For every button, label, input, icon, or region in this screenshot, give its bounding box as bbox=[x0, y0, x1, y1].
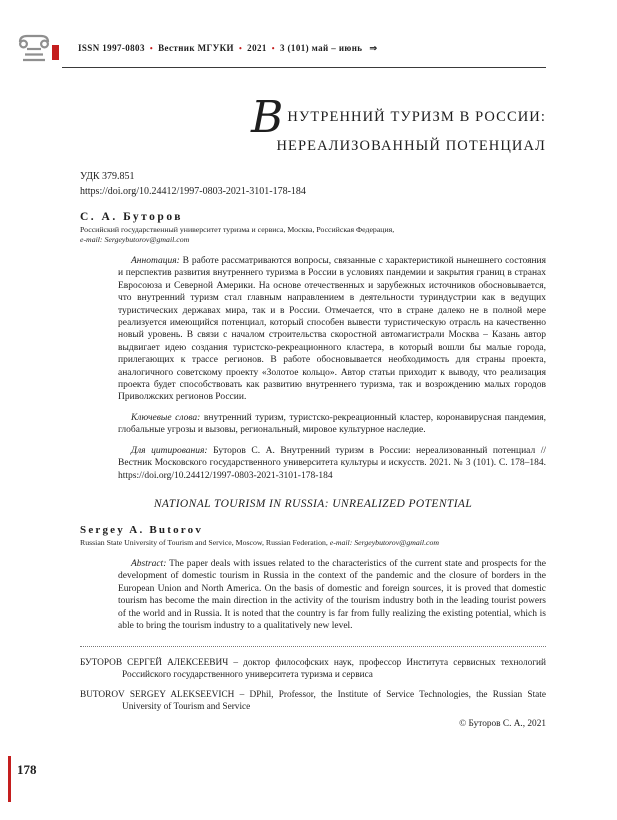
abstract-ru-text: В работе рассматриваются вопросы, связанные с характеристикой нынешнего состояния и перспектив развития внутреннего туризма в России в условиях пандемии и закрытия границ в странах Евросоюза и Северной Америки. На основе отечественных и зарубежных источников обосновывается, что внутренний туризм стал главным направлением в деятельности туриндустрии как в ведущих туристических державах мира, так и в России. Отмечается, что в стране далеко не в полной мере реализуется имеющийся потенциал, который способен вывести туристическую отрасль на качественно новый уровень. В связи с началом строительства скоростной автомагистрали Москва – Казань автор выдвигает идею создания туристско-рекреационного кластера, в который вошли бы малые города, прилегающих к трассе регионов. В работе обосновывается необходимость для страны проекта, аналогичного советскому проекту «Золотое кольцо». Автор статьи приходит к выводу, что реализация проекта будет способствовать как развитию внутреннего туризма, так и возрождению малых городов Приволжских регионов России. bbox=[118, 256, 547, 403]
author-name-ru: С. А. Буторов bbox=[80, 211, 183, 223]
author-bio-ru: БУТОРОВ СЕРГЕЙ АЛЕКСЕЕВИЧ – доктор философских наук, профессор Института сервисных технологий Российского государственного университета туризма и сервиса bbox=[80, 658, 546, 681]
keywords-ru-text: внутренний туризм, туристско-рекреационный кластер, коронавирусная пандемия, глобальные угрозы и вызовы, региональный, мировое культурное наследие. bbox=[118, 412, 547, 436]
author-name-en: Sergey A. Butorov bbox=[80, 523, 204, 536]
article-meta bbox=[80, 169, 546, 199]
author-email-ru[interactable]: e-mail: Sergeybutorov@gmail.com bbox=[80, 235, 190, 244]
page-number: 178 bbox=[17, 762, 37, 777]
abstract-en bbox=[118, 558, 546, 632]
article-title-ru bbox=[80, 92, 546, 155]
citation-block bbox=[118, 445, 546, 482]
header-rule bbox=[62, 67, 546, 68]
author-block-ru bbox=[80, 211, 546, 245]
masthead bbox=[16, 33, 546, 63]
abstract-ru bbox=[118, 255, 546, 404]
journal-logo-icon bbox=[16, 33, 60, 63]
doi-link[interactable]: https://doi.org/10.24412/1997-0803-2021-3101-178-184 bbox=[80, 186, 306, 197]
arrow-right-icon: ⇒ bbox=[369, 42, 378, 53]
udk-code: УДК 379.851 bbox=[80, 171, 135, 182]
masthead-line bbox=[78, 43, 377, 54]
separator-dot-icon: • bbox=[238, 43, 243, 53]
abstract-ru-label: Аннотация: bbox=[131, 256, 180, 266]
separator-dot-icon: • bbox=[149, 43, 154, 53]
issn-label: ISSN 1997-0803 bbox=[78, 42, 145, 53]
copyright-notice: © Буторов С. А., 2021 bbox=[459, 719, 546, 730]
author-bio-en: BUTOROV SERGEY ALEKSEEVICH – DPhil, Professor, the Institute of Service Technologies, the Russian State University of Tourism and Service bbox=[80, 690, 546, 713]
issue-number: 3 (101) май – июнь bbox=[279, 42, 363, 53]
separator-dot-icon: • bbox=[271, 43, 275, 53]
journal-name: Вестник МГУКИ bbox=[158, 42, 234, 53]
section-divider bbox=[80, 646, 546, 647]
title-line-1-text: НУТРЕННИЙ ТУРИЗМ В РОССИИ: bbox=[287, 109, 546, 125]
author-block-en bbox=[80, 524, 546, 548]
abstract-en-label: Abstract: bbox=[131, 558, 167, 569]
issue-year: 2021 bbox=[247, 42, 267, 53]
keywords-ru bbox=[118, 412, 546, 437]
article-body bbox=[80, 78, 546, 729]
title-line-2: НЕРЕАЛИЗОВАННЫЙ ПОТЕНЦИАЛ bbox=[276, 138, 546, 154]
author-email-en[interactable]: e-mail: Sergeybutorov@gmail.com bbox=[329, 537, 440, 547]
citation-label: Для цитирования: bbox=[131, 445, 208, 456]
citation-text: Буторов С. А. Внутренний туризм в России: нереализованный потенциал // Вестник Московского государственного университета культуры и искусств. 2021. № 3 (101). С. 178–184. https://doi.org/10.24412/1997-0803-2021-3101-178-184 bbox=[118, 445, 547, 481]
title-line-1 bbox=[80, 92, 546, 143]
author-affiliation-en bbox=[80, 538, 546, 548]
author-affiliation-ru bbox=[80, 225, 546, 245]
article-title-en: NATIONAL TOURISM IN RUSSIA: UNREALIZED POTENTIAL bbox=[153, 497, 473, 510]
abstract-en-text: The paper deals with issues related to the characteristics of the current state and prospects for the development of domestic tourism in Russia in the context of the pandemic and the closure of borders in the European Union and North America. On the basis of domestic and foreign sources, it is proved that domestic tourism has become the main direction in the activity of the tourism industry both in the leading tourist powers of the world and in Russia. It is noted that the country is far from fully realizing the existing potential, which is able to bring the tourism industry to a qualitatively new level. bbox=[118, 558, 546, 631]
affiliation-text-ru: Российский государственный университет туризма и сервиса, Москва, Российская Федерация, bbox=[80, 225, 395, 234]
affiliation-text-en: Russian State University of Tourism and Service, Moscow, Russian Federation, bbox=[80, 537, 328, 547]
keywords-ru-label: Ключевые слова: bbox=[131, 412, 201, 423]
page-margin-rule bbox=[8, 756, 11, 802]
drop-cap-initial: В bbox=[250, 92, 285, 143]
